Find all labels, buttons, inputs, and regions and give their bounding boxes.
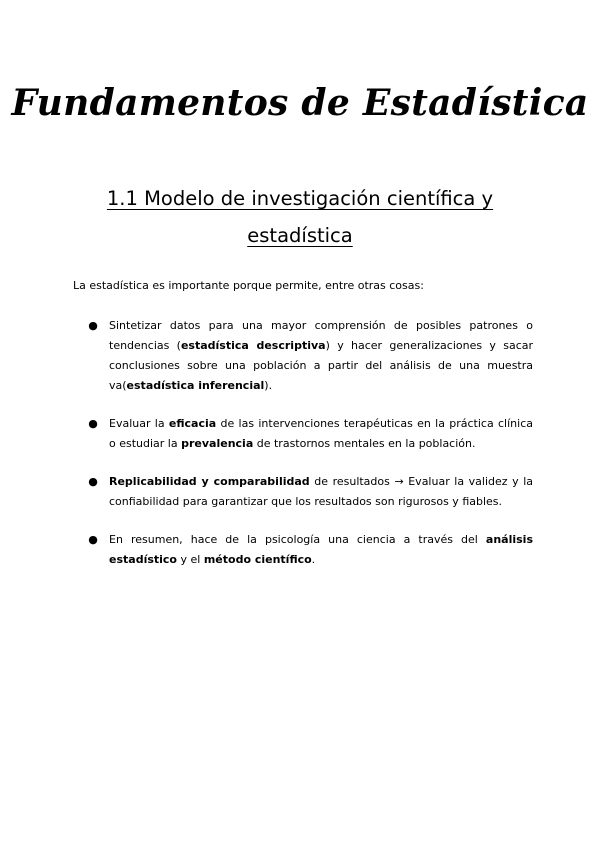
list-item-text bbox=[109, 475, 533, 508]
text-segment: de trastornos mentales en la población. bbox=[253, 437, 476, 450]
list-item-text bbox=[109, 533, 533, 566]
text-segment: Evaluar la bbox=[109, 417, 169, 430]
text-segment: Sintetizar datos para una mayor comprensión de posibles patrones o tendencias ( bbox=[109, 319, 533, 352]
bold-term: estadística descriptiva bbox=[180, 339, 326, 352]
bullet-icon: ● bbox=[88, 319, 98, 332]
bullet-icon: ● bbox=[88, 475, 98, 488]
text-segment: ) y hacer generalizaciones y sacar conclusiones sobre una población a partir del análisis de una muestra va( bbox=[109, 339, 534, 392]
bold-term: eficacia bbox=[168, 417, 217, 430]
text-segment: y el bbox=[177, 553, 204, 566]
list-item bbox=[73, 472, 533, 512]
list-item-text bbox=[109, 319, 533, 392]
text-segment: de resultados → Evaluar la validez y la confiabilidad para garantizar que los resultados son rigurosos y fiables. bbox=[109, 475, 533, 508]
section-heading-line-1: 1.1 Modelo de investigación científica y bbox=[106, 187, 494, 210]
bold-term: Replicabilidad y comparabilidad bbox=[109, 475, 310, 488]
section-heading bbox=[60, 180, 540, 254]
list-item-text bbox=[109, 417, 533, 450]
section-heading-line-2: estadística bbox=[247, 224, 353, 247]
bullet-icon: ● bbox=[88, 417, 98, 430]
bold-term: análisis estadístico bbox=[109, 533, 533, 566]
text-segment: . bbox=[311, 553, 316, 566]
document-title: Fundamentos de Estadística bbox=[11, 82, 589, 124]
list-item bbox=[73, 414, 533, 454]
bullet-list bbox=[73, 316, 533, 570]
bold-term: estadística inferencial bbox=[126, 379, 265, 392]
text-segment: En resumen, hace de la psicología una ciencia a través del bbox=[109, 533, 486, 546]
list-item bbox=[73, 316, 533, 396]
list-item bbox=[73, 530, 533, 570]
intro-paragraph: La estadística es importante porque permite, entre otras cosas: bbox=[73, 279, 424, 292]
bold-term: prevalencia bbox=[181, 437, 254, 450]
text-segment: de las intervenciones terapéuticas en la práctica clínica o estudiar la bbox=[109, 417, 533, 450]
text-segment: ). bbox=[264, 379, 273, 392]
bullet-icon: ● bbox=[88, 533, 98, 546]
bold-term: método científico bbox=[203, 553, 312, 566]
